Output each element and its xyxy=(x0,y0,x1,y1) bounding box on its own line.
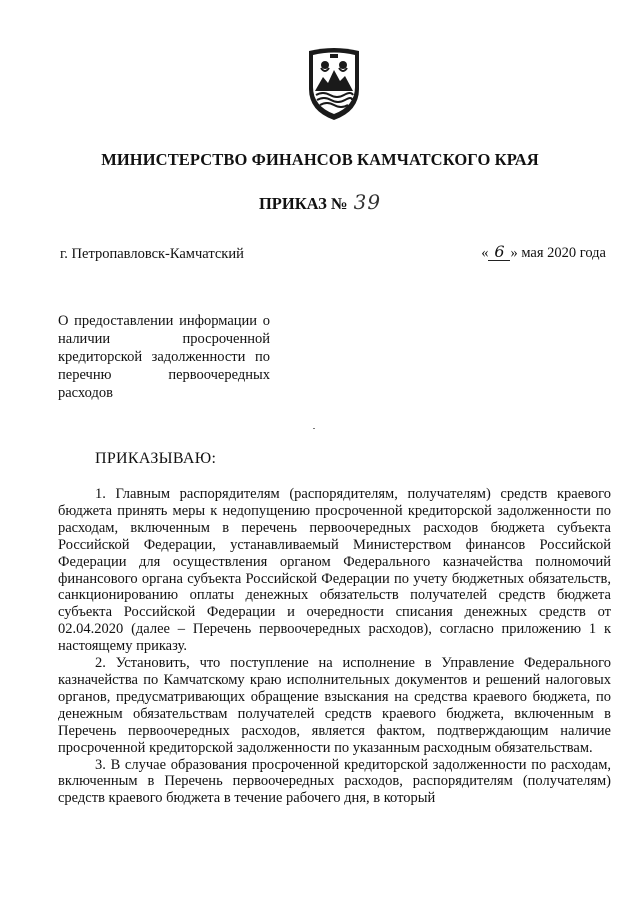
command-word: ПРИКАЗЫВАЮ: xyxy=(95,450,217,467)
date-close-quote: » xyxy=(510,245,518,261)
paragraph-1: 1. Главным распорядителям (распорядителям, получателям) средств краевого бюджета принять меры к недопущению просроченной кредиторской задолженности по расходам, включенным в перечень первоочередных расходов бюджета субъекта Российской Федерации, устанавливаемый Министерством финансов Российской Федерации для осуществления органом Федерального казначейства полномочий финансового органа субъекта Российской Федерации по учету бюджетных обязательств, санкционированию оплаты денежных обязательств получателей средств бюджета субъекта Российской Федерации и очередности списания денежных средств от 02.04.2020 (далее – Перечень первоочередных расходов), согласно приложению 1 к настоящему приказу. xyxy=(58,486,611,655)
paragraph-2: 2. Установить, что поступление на исполнение в Управление Федерального казначейства по Камчатскому краю исполнительных документов и решений налоговых органов, предусматривающих обращение взыскания на средства краевого бюджета, по денежным обязательствам получателей средств краевого бюджета, включенным в Перечень первоочередных расходов, является фактом, подтверждающим наличие просроченной кредиторской задолженности по указанным расходным обязательствам. xyxy=(58,655,611,756)
date-open-quote: « xyxy=(481,245,489,261)
order-heading xyxy=(0,190,640,214)
order-number: 39 xyxy=(353,190,382,214)
ministry-title: МИНИСТЕРСТВО ФИНАНСОВ КАМЧАТСКОГО КРАЯ xyxy=(101,150,539,169)
order-subject: О предоставлении информации о наличии просроченной кредиторской задолженности по перечню первоочередных расходов xyxy=(58,313,270,401)
paragraph-3: 3. В случае образования просроченной кредиторской задолженности по расходам, включенным в Перечень первоочередных расходов, распорядителям (получателям) средств краевого бюджета в течение рабочего дня, в который xyxy=(58,756,611,807)
kamchatka-coat-of-arms-icon xyxy=(303,43,365,123)
date-month-year: мая 2020 года xyxy=(521,245,606,261)
order-body xyxy=(58,486,611,807)
order-date xyxy=(481,244,606,262)
scan-dot xyxy=(313,428,315,429)
date-day: 6 xyxy=(488,244,510,261)
order-label: ПРИКАЗ № xyxy=(258,194,348,213)
city-name: г. Петропавловск-Камчатский xyxy=(60,246,244,262)
